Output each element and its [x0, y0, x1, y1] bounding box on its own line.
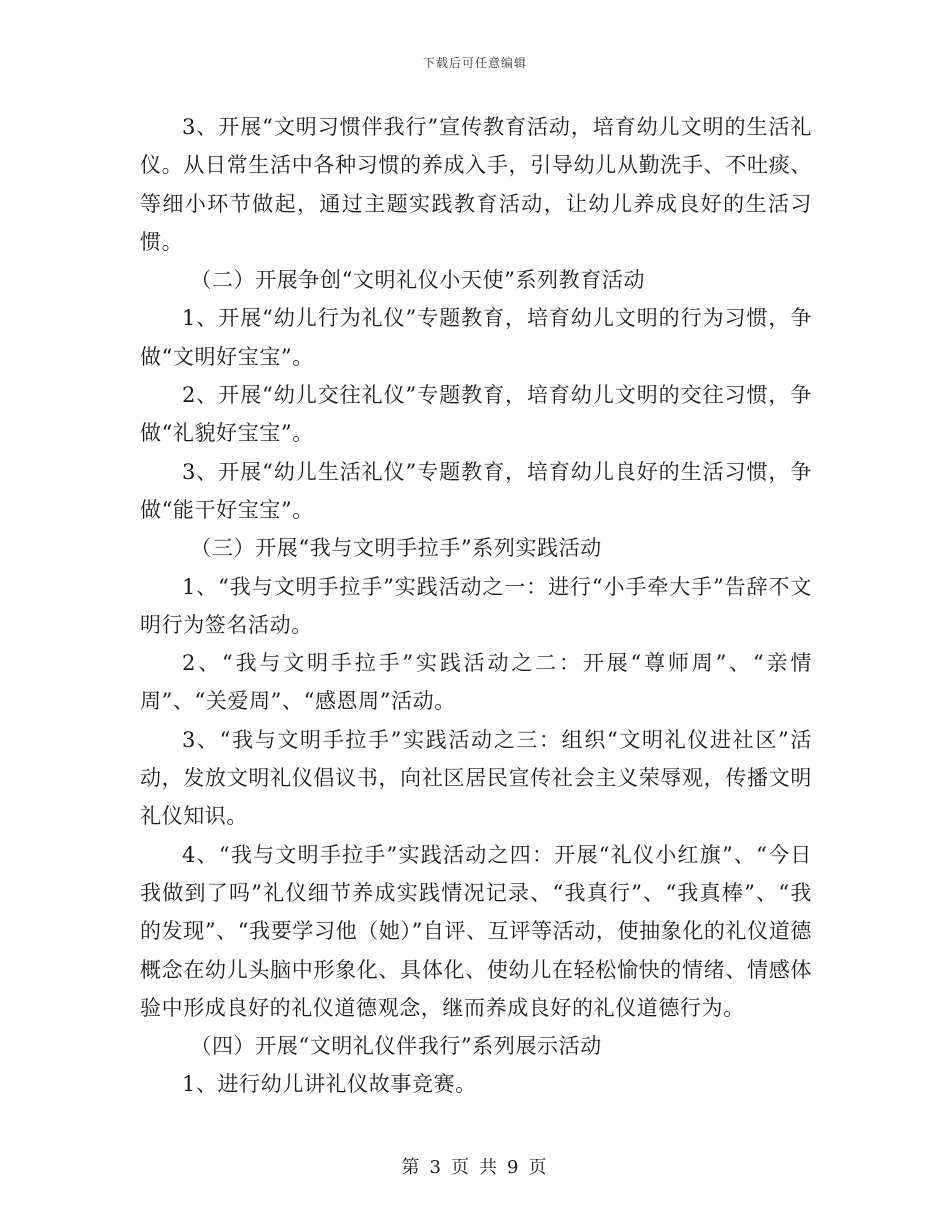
- paragraph-item: 3、开展“文明习惯伴我行”宣传教育活动，培育幼儿文明的生活礼仪。从日常生活中各种习惯的养成入手，引导幼儿从勤洗手、不吐痰、等细小环节做起，通过主题实践教育活动，让幼儿养成良好的生活习惯。: [140, 115, 812, 254]
- paragraph-item: 4、“我与文明手拉手”实践活动之四：开展“礼仪小红旗”、“今日我做到了吗”礼仪细节养成实践情况记录、“我真行”、“我真棒”、“我的发现”、“我要学习他（她）”自评、互评等活动，使抽象化的礼仪道德概念在幼儿头脑中形象化、具体化、使幼儿在轻松愉快的情绪、情感体验中形成良好的礼仪道德观念，继而养成良好的礼仪道德行为。: [140, 842, 812, 1020]
- section-heading: （二）开展争创“文明礼仪小天使”系列教育活动: [190, 268, 646, 293]
- page-footer: [0, 1153, 950, 1179]
- document-body: [140, 108, 812, 1104]
- section-heading: （三）开展“我与文明手拉手”系列实践活动: [190, 536, 602, 561]
- paragraph-item: 2、开展“幼儿交往礼仪”专题教育，培育幼儿文明的交往习惯，争做“礼貌好宝宝”。: [140, 383, 812, 446]
- section-heading: （四）开展“文明礼仪伴我行”系列展示活动: [190, 1034, 602, 1059]
- footer-total-pages: 9: [507, 1157, 521, 1178]
- paragraph-item: 3、“我与文明手拉手”实践活动之三：组织“文明礼仪进社区”活动，发放文明礼仪倡议书，向社区居民宣传社会主义荣辱观，传播文明礼仪知识。: [140, 727, 812, 829]
- paragraph-item: 1、进行幼儿讲礼仪故事竞赛。: [182, 1072, 477, 1097]
- footer-label-unit: 页: [451, 1157, 471, 1178]
- paragraph-item: 1、开展“幼儿行为礼仪”专题教育，培育幼儿文明的行为习惯，争做“文明好宝宝”。: [140, 306, 812, 369]
- footer-label-unit2: 页: [528, 1157, 549, 1178]
- paragraph-item: 2、“我与文明手拉手”实践活动之二：开展“尊师周”、“亲情周”、“关爱周”、“感恩周”活动。: [140, 651, 812, 714]
- footer-label-total: 共: [479, 1157, 499, 1178]
- page-header: 下载后可任意编辑: [422, 56, 527, 70]
- footer-label-page: 第: [401, 1157, 422, 1178]
- footer-current-page: 3: [429, 1157, 443, 1178]
- paragraph-item: 3、开展“幼儿生活礼仪”专题教育，培育幼儿良好的生活习惯，争做“能干好宝宝”。: [140, 459, 812, 522]
- paragraph-item: 1、“我与文明手拉手”实践活动之一：进行“小手牵大手”告辞不文明行为签名活动。: [140, 574, 812, 637]
